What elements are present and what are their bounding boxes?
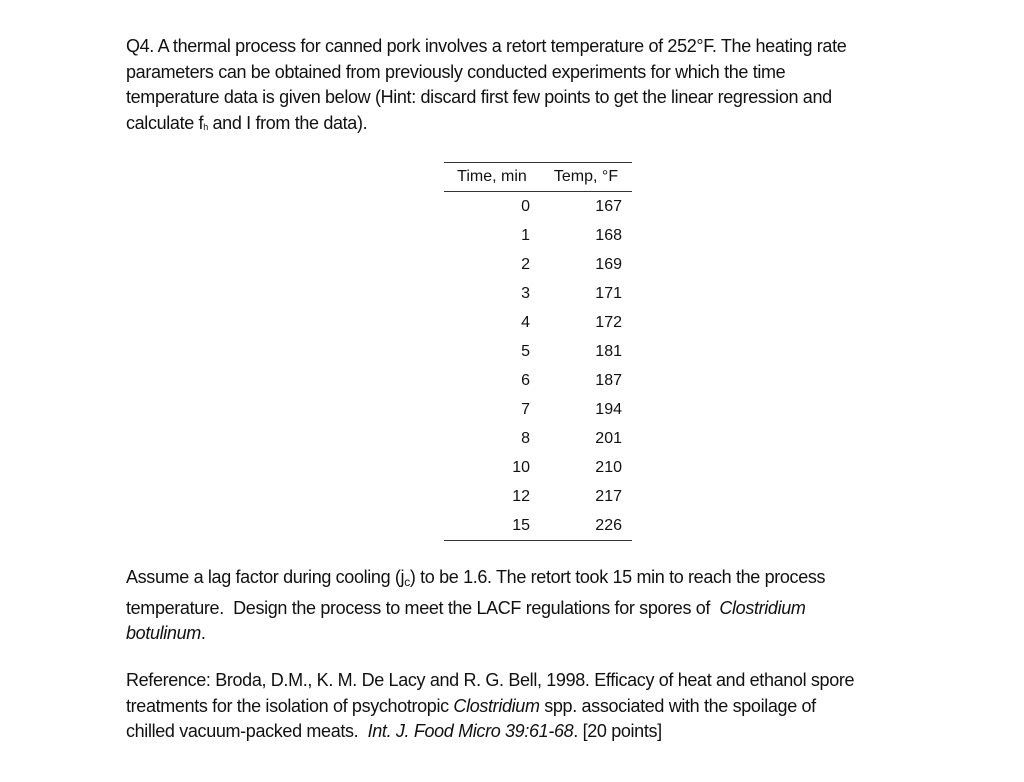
text: Assume a lag factor during cooling (j [126,567,405,587]
assumption-line [126,565,825,596]
text: and I from the data). [207,112,368,133]
table-row [444,453,632,482]
text: . [20 points] [573,721,662,741]
temp-cell: 169 [595,255,622,273]
column-header-time: Time, min [444,163,540,192]
italic-text: Clostridium [719,597,806,618]
question-line: parameters can be obtained from previously conducted experiments for which the time [126,61,786,82]
italic-text: botulinum [126,623,201,643]
table-row [444,192,632,222]
table-row [444,221,632,250]
question-text [126,34,846,140]
temp-cell: 217 [595,487,622,505]
subscript: h [203,121,208,132]
text: ) to be 1.6. The retort took 15 min to reach the process [409,567,826,587]
assumption-line [126,621,825,647]
temp-cell: 201 [595,429,622,447]
table-row [444,395,632,424]
table-row [444,424,632,453]
time-cell: 2 [521,255,530,273]
time-cell: 7 [521,400,530,418]
table-row [444,308,632,337]
time-temperature-table [444,162,632,541]
table-row [444,250,632,279]
subscript: c [404,575,410,589]
reference-text [126,668,854,745]
question-line: Q4. A thermal process for canned pork involves a retort temperature of 252°F. The heating rate [126,36,847,56]
italic-text: Int. J. Food Micro 39:61-68 [367,721,574,741]
reference-line [126,694,854,720]
time-cell: 5 [521,342,530,360]
temp-cell: 181 [595,342,622,360]
temp-cell: 168 [595,226,622,244]
temp-cell: 187 [595,371,622,389]
assumption-text [126,565,825,647]
time-cell: 3 [521,284,530,302]
reference-line: Reference: Broda, D.M., K. M. De Lacy and R. G. Bell, 1998. Efficacy of heat and ethanol spore [126,670,855,690]
text: . [200,623,206,643]
question-line: temperature data is given below (Hint: discard first few points to get the linear regression and [126,87,832,107]
temp-cell: 210 [595,458,622,476]
assumption-line [126,596,825,622]
text: treatments for the isolation of psychotropic [126,695,454,716]
table-row [444,337,632,366]
column-header-temp: Temp, °F [540,163,632,192]
text: spp. associated with the spoilage of [539,695,816,716]
temp-cell: 172 [595,313,622,331]
italic-text: Clostridium [453,695,540,716]
text: chilled vacuum-packed meats. [126,721,368,741]
time-cell: 15 [512,516,530,534]
temp-cell: 171 [595,284,622,302]
table-header-row [444,163,632,192]
time-cell: 8 [521,429,530,447]
reference-line [126,719,854,745]
table-row [444,366,632,395]
temp-cell: 194 [595,400,622,418]
time-cell: 0 [521,197,530,215]
time-cell: 1 [521,226,530,244]
text: temperature. Design the process to meet the LACF regulations for spores of [126,597,720,618]
text: calculate f [126,112,204,133]
time-cell: 12 [512,487,530,505]
temp-cell: 226 [595,516,622,534]
time-cell: 10 [512,458,530,476]
table-row [444,279,632,308]
temp-cell: 167 [595,197,622,215]
table-row [444,511,632,541]
time-cell: 4 [521,313,530,331]
question-line [126,111,846,141]
table-row [444,482,632,511]
time-cell: 6 [521,371,530,389]
